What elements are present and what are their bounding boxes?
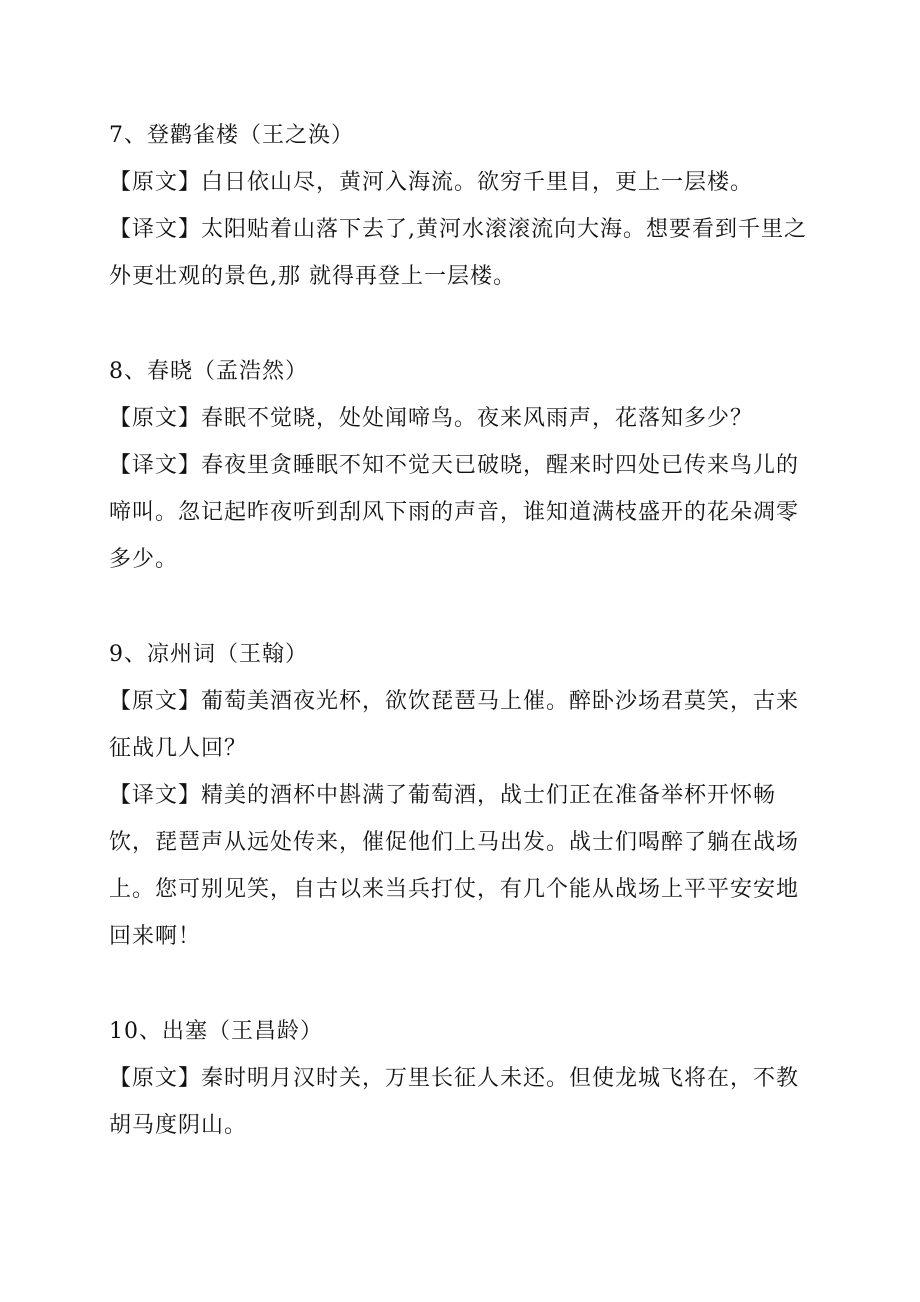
- poem-original-text: 【原文】葡萄美酒夜光杯，欲饮琵琶马上催。醉卧沙场君莫笑，古来征战几人回？: [109, 689, 800, 761]
- poem-section: [109, 631, 809, 960]
- poem-original-text: 【原文】春眠不觉晓，处处闻啼鸟。夜来风雨声，花落知多少？: [109, 406, 754, 431]
- poem-section: [109, 112, 809, 300]
- poem-original-text: 【原文】白日依山尽，黄河入海流。欲穷千里目，更上一层楼。: [109, 170, 754, 195]
- poem-title: 7、登鹳雀楼（王之涣）: [109, 123, 354, 148]
- poem-translation-text: 【译文】春夜里贪睡眠不知不觉天已破晓，醒来时四处已传来鸟儿的啼叫。忽记起昨夜听到刮风下雨的声音，谁知道满枝盛开的花朵凋零多少。: [109, 453, 800, 572]
- poem-title: 8、春晓（孟浩然）: [109, 359, 308, 384]
- poem-original-text: 【原文】秦时明月汉时关，万里长征人未还。但使龙城飞将在，不教胡马度阴山。: [109, 1066, 800, 1138]
- poem-section: [109, 1008, 809, 1149]
- poem-translation-text: 【译文】精美的酒杯中斟满了葡萄酒，战士们正在准备举杯开怀畅饮，琵琶声从远处传来，催促他们上马出发。战士们喝醉了躺在战场上。您可别见笑，自古以来当兵打仗，有几个能从战场上平平安安地回来啊！: [109, 783, 800, 949]
- document-page: [109, 112, 809, 1149]
- poem-title: 9、凉州词（王翰）: [109, 642, 308, 667]
- poem-section: [109, 348, 809, 583]
- poem-translation-text: 【译文】太阳贴着山落下去了,黄河水滚滚流向大海。想要看到千里之外更壮观的景色,那 就得再登上一层楼。: [109, 217, 807, 289]
- poem-title: 10、出塞（王昌龄）: [109, 1019, 323, 1044]
